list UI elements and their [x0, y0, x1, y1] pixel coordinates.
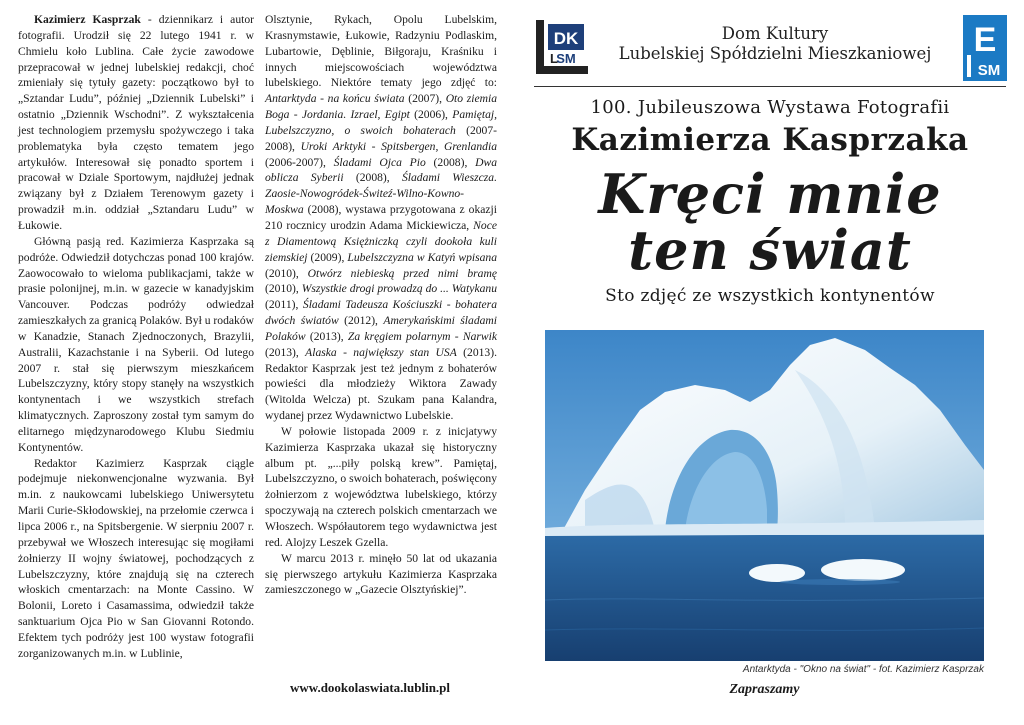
bio-paragraph-5: W połowie listopada 2009 r. z inicjatywy Kazimierza Kasprzaka ukazał się historyczny album pt. „...piły polską krew”. Pamiętaj, Lubelszczyzno, o swoich bohaterach, poświęcony żołnierzom z województwa lubelskiego, którzy spoczywają na czterech polskich cmentarzach we Włoszech. Współautorem tego wydawnictwa jest red. Alojzy Leszek Gzella. [265, 424, 497, 549]
text-column-2 [265, 12, 497, 598]
bio-paragraph-1: Kazimierz Kasprzak - dziennikarz i autor fotografii. Urodził się 22 lutego 1941 r. w Chmielu koło Lublina. Całe życie zawodowe przepracował w jednej lubelskiej redakcji, choć zmieniały się tytuły gazety: początkowo był to „Sztandar Ludu”, później „Dziennik Lubelski” i ostatnio „Dziennik Wschodni”. Z wykształcenia jest technologiem przemysłu spożywczego i taka problematyka była często tematem jego artykułów. Interesował się ponadto sportem i pracował w Dziale Sportowym, najdłużej jednak związany był z Działem Terenowym gazety i prowadził m.in. oddział „Sztandaru Ludu” w Łukowie. [18, 13, 254, 232]
svg-text:SM: SM [977, 62, 1001, 79]
invitation-text: Zapraszamy [729, 682, 800, 697]
tagline: Sto zdjęć ze wszystkich kontynentów [605, 286, 935, 306]
title-line-1: Kręci mnie [598, 162, 942, 226]
svg-text:L: L [550, 51, 558, 66]
org-name-line-1: Dom Kultury [721, 24, 829, 43]
artist-name: Kazimierza Kasprzaka [571, 122, 969, 158]
svg-text:DK: DK [553, 29, 579, 48]
photo-caption: Antarktyda - "Okno na świat" - fot. Kazimierz Kasprzak [742, 664, 984, 675]
svg-text:E: E [973, 21, 997, 59]
text-column-1 [18, 12, 254, 662]
title-line-2: ten świat [628, 218, 912, 282]
bio-paragraph-2: Główną pasją red. Kazimierza Kasprzaka są podróże. Odwiedził dotychczas ponad 100 krajów. Zaowocowało to wieloma publikacjami, także w prasie polonijnej, m.in. w gazecie w kanadyjskim Vancouver. Podczas podróży odwiedzał zamieszkałych za granicą Polaków. Był u rodaków w Kanadzie, Stanach Zjednoczonych, Brazylii, Australii, Kazachstanie i na Syberii. Od lutego 2007 r. stał się pierwszym mieszkańcem Lubelszczyzny, który stopy stanęły na wszystkich kontynentach i we wszystkich strefach klimatycznych. Zaproszony został tym samym do elitarnego międzynarodowego Klubu Siedmiu Kontynentów. [18, 234, 254, 454]
website-link[interactable]: www.dookolaswiata.lublin.pl [290, 680, 451, 695]
org-name-line-2: Lubelskiej Spółdzielni Mieszkaniowej [618, 44, 932, 63]
exhibition-subtitle: 100. Jubileuszowa Wystawa Fotografii [590, 97, 950, 118]
bio-paragraph-3: Redaktor Kazimierz Kasprzak ciągle podejmuje niekonwencjonalne wyzwania. Był m.in. z naukowcami lubelskiego Uniwersytetu Marii Curie-Skłodowskiej, na przełomie czerwca i lipca 2006 r., na Spitsbergenie. W sierpniu 2007 r. przebywał we Włoszech interesując się mogiłami żołnierzy II wojny światowej, pochodzących z Lubelszczyzny, które znajdują się na czterech włoskich cmentarzach: na Monte Cassino. W Bolonii, Loreto i Casamassima, odwiedził także sanktuarium Ojca Pio w San Giovanni Rotondo. Efektem tych podróży jest 100 wystaw fotografii zorganizowanych m.in. w Lublinie, [18, 456, 254, 660]
bio-paragraph-6: W marcu 2013 r. minęło 50 lat od ukazania się pierwszego artykułu Kazimierza Kasprzaka zamieszczonego w „Gazecie Olsztyńskiej”. [265, 551, 497, 597]
divider [534, 86, 1006, 87]
iceberg-photo [545, 330, 984, 661]
dk-lsm-logo [534, 18, 590, 76]
svg-text:SM: SM [556, 51, 576, 66]
bio-paragraph-4: Olsztynie, Rykach, Opolu Lubelskim, Krasnymstawie, Łukowie, Radzyniu Podlaskim, Lubartowie, Dęblinie, Biłgoraju, Kraśniku i innych miejscowościach województwa lubelskiego. Niektóre tematy jego zdjęć to: Antarktyda - na końcu świata (2007), Oto ziemia Boga - Jordania. Izrael, Egipt (2006), Pamiętaj, Lubelszczyzno, o swoich bohaterach (2007-2008), Uroki Arktyki - Spitsbergen, Grenlandia (2006-2007), Śladami Ojca Pio (2008), Dwa oblicza Syberii (2008), Śladami Wieszcza. Zaosie-Nowogródek-Świteź-Wilno-Kowno-Moskwa (2008), wystawa przygotowana z okazji 210 rocznicy urodzin Adama Mickiewicza, Noce z Diamentową Księżniczką czyli dookoła kuli ziemskiej (2009), Lubelszczyzna w Katyń wpisana (2010), Otwórz niebieską przed nimi bramę (2010), Wszystkie drogi prowadzą do ... Watykanu (2011), Śladami Tadeusza Kościuszki - bohatera dwóch światów (2012), Amerykańskimi śladami Polaków (2013), Za kręgiem polarnym - Narwik (2013), Alaska - największy stan USA (2013). Redaktor Kasprzak jest też jednym z bohaterów powieści dla młodzieży Wiktora Zawady (Witolda Welcza) pt. Szukam pana Kalandra, wydanej przez Wydawnictwo Lubelskie. [265, 13, 498, 423]
e-lsm-logo [963, 15, 1007, 81]
